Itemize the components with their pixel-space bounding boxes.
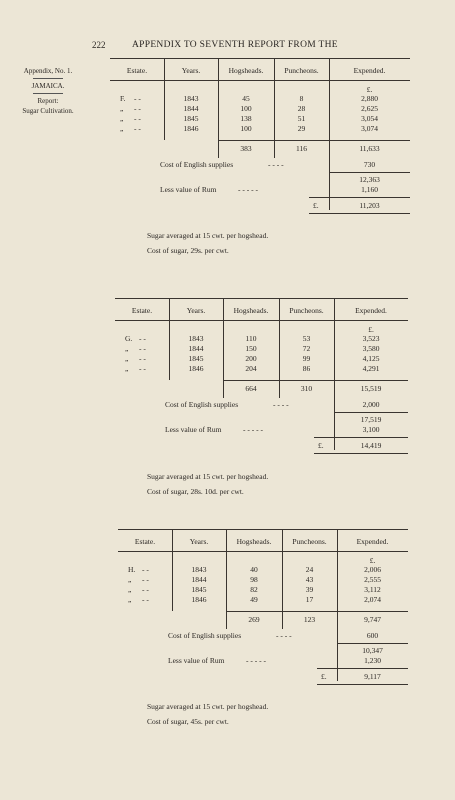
column-header: Expended. <box>356 537 389 546</box>
english-supplies-label: Cost of English supplies <box>165 400 239 409</box>
column-header: Puncheons. <box>289 306 324 315</box>
puncheons-cell: 17 <box>305 595 314 604</box>
english-supplies-label: Cost of English supplies <box>168 631 242 640</box>
expended-cell: 2,074 <box>364 595 381 604</box>
totals-rule <box>218 140 410 141</box>
puncheons-cell: 29 <box>297 124 306 133</box>
ditto-dash: - - <box>134 94 141 103</box>
subtotal-rule <box>334 412 408 413</box>
year-cell: 1844 <box>183 104 199 113</box>
net-value: 11,203 <box>359 201 380 210</box>
puncheons-cell: 28 <box>297 104 306 113</box>
hogsheads-cell: 200 <box>245 354 257 363</box>
less-rum-label: Less value of Rum <box>160 185 217 194</box>
table-top-rule <box>115 298 408 299</box>
hogsheads-cell: 138 <box>240 114 252 123</box>
year-cell: 1845 <box>191 585 207 594</box>
header-rule <box>110 80 410 81</box>
note-average: Sugar averaged at 15 cwt. per hogshead. <box>147 472 269 481</box>
currency-unit: £. <box>366 85 373 94</box>
hogsheads-cell: 45 <box>242 94 250 103</box>
page-number: 222 <box>92 40 106 50</box>
sum-symbol: £. <box>318 441 324 450</box>
year-cell: 1845 <box>188 354 204 363</box>
expended-cell: 2,625 <box>361 104 378 113</box>
expended-cell: 2,555 <box>364 575 381 584</box>
total-puncheons: 123 <box>303 615 316 624</box>
year-cell: 1846 <box>188 364 204 373</box>
estate-cell: „ <box>128 585 132 594</box>
estate-cell: „ <box>125 354 129 363</box>
hogsheads-cell: 98 <box>250 575 258 584</box>
note-cost: Cost of sugar, 29s. per cwt. <box>147 246 229 255</box>
estate-cell: G. <box>125 334 133 343</box>
puncheons-cell: 86 <box>302 364 311 373</box>
subtotal-rule <box>329 172 410 173</box>
column-header: Hogsheads. <box>228 66 264 75</box>
subtotal-value: 10,347 <box>362 646 383 655</box>
column-header: Hogsheads. <box>236 537 272 546</box>
column-header: Years. <box>189 537 209 546</box>
header-rule <box>115 320 408 321</box>
total-hogsheads: 383 <box>240 144 252 153</box>
expended-cell: 2,880 <box>361 94 378 103</box>
hogsheads-cell: 204 <box>245 364 257 373</box>
less-rum-label: Less value of Rum <box>168 656 225 665</box>
estate-table-h <box>118 529 408 699</box>
puncheons-cell: 24 <box>305 565 314 574</box>
ditto-dash: - - <box>142 575 149 584</box>
english-supplies-value: 600 <box>366 631 379 640</box>
ditto-dash: - - <box>134 124 141 133</box>
column-header: Estate. <box>134 537 156 546</box>
puncheons-cell: 43 <box>305 575 314 584</box>
estate-table-f <box>110 58 410 228</box>
puncheons-cell: 39 <box>305 585 314 594</box>
less-rum-label: Less value of Rum <box>165 425 222 434</box>
subtotal-rule <box>337 643 408 644</box>
estate-cell: „ <box>120 124 124 133</box>
column-header: Estate. <box>126 66 148 75</box>
english-supplies-label: Cost of English supplies <box>160 160 234 169</box>
hogsheads-cell: 82 <box>250 585 258 594</box>
column-header: Years. <box>181 66 201 75</box>
year-cell: 1846 <box>183 124 199 133</box>
ditto-dash: - - <box>142 585 149 594</box>
margin-rule <box>33 93 63 94</box>
estate-cell: H. <box>128 565 136 574</box>
leader-dashes: - - - - <box>273 400 289 409</box>
margin-note <box>8 66 88 116</box>
estate-cell: F. <box>120 94 126 103</box>
year-cell: 1843 <box>188 334 204 343</box>
expended-cell: 4,291 <box>362 364 380 373</box>
rum-value: 1,160 <box>361 185 378 194</box>
expended-cell: 3,074 <box>361 124 378 133</box>
note-average: Sugar averaged at 15 cwt. per hogshead. <box>147 702 269 711</box>
total-expended: 15,519 <box>360 384 382 393</box>
total-expended: 11,633 <box>359 144 380 153</box>
expended-cell: 3,054 <box>361 114 378 123</box>
ditto-dash: - - <box>139 364 146 373</box>
rum-value: 3,100 <box>362 425 380 434</box>
table-top-rule <box>110 58 410 59</box>
column-header: Estate. <box>131 306 153 315</box>
total-puncheons: 310 <box>300 384 313 393</box>
appendix-label: Appendix, No. 1. <box>23 67 73 75</box>
hogsheads-cell: 40 <box>250 565 258 574</box>
puncheons-cell: 99 <box>302 354 311 363</box>
leader-dashes: - - - - <box>276 631 292 640</box>
estate-table-g <box>115 298 408 468</box>
leader-dashes: - - - - - <box>246 656 266 665</box>
report-label: Report: <box>37 97 59 105</box>
leader-dashes: - - - - - <box>238 185 258 194</box>
expended-cell: 2,006 <box>364 565 381 574</box>
estate-cell: „ <box>128 575 132 584</box>
expended-cell: 3,523 <box>362 334 380 343</box>
year-cell: 1843 <box>191 565 207 574</box>
currency-unit: £. <box>369 556 376 565</box>
sum-symbol: £. <box>321 672 327 681</box>
totals-rule <box>226 611 408 612</box>
column-header: Expended. <box>355 306 387 315</box>
estate-cell: „ <box>120 104 124 113</box>
column-header: Expended. <box>353 66 386 75</box>
estate-cell: „ <box>125 344 129 353</box>
puncheons-cell: 53 <box>302 334 311 343</box>
estate-cell: „ <box>120 114 124 123</box>
total-puncheons: 116 <box>296 144 307 153</box>
expended-cell: 3,580 <box>362 344 380 353</box>
ditto-dash: - - <box>139 334 146 343</box>
leader-dashes: - - - - <box>268 160 284 169</box>
net-bottom-rule <box>317 684 408 685</box>
net-value: 14,419 <box>360 441 382 450</box>
hogsheads-cell: 100 <box>240 104 252 113</box>
total-hogsheads: 269 <box>248 615 260 624</box>
puncheons-cell: 72 <box>302 344 311 353</box>
ditto-dash: - - <box>142 565 149 574</box>
leader-dashes: - - - - - <box>243 425 263 434</box>
hogsheads-cell: 110 <box>245 334 257 343</box>
english-supplies-value: 2,000 <box>362 400 380 409</box>
note-cost: Cost of sugar, 28s. 10d. per cwt. <box>147 487 244 496</box>
expended-cell: 3,112 <box>364 585 381 594</box>
year-cell: 1844 <box>191 575 207 584</box>
subject-label: Sugar Cultivation. <box>22 107 74 115</box>
net-bottom-rule <box>309 213 410 214</box>
subtotal-value: 12,363 <box>359 175 380 184</box>
hogsheads-cell: 150 <box>245 344 257 353</box>
net-rule <box>317 668 408 669</box>
sum-symbol: £. <box>313 201 319 210</box>
total-hogsheads: 664 <box>245 384 257 393</box>
hogsheads-cell: 49 <box>250 595 258 604</box>
currency-unit: £. <box>368 325 374 334</box>
expended-cell: 4,125 <box>362 354 380 363</box>
ditto-dash: - - <box>134 114 141 123</box>
english-supplies-value: 730 <box>363 160 376 169</box>
net-bottom-rule <box>314 453 408 454</box>
year-cell: 1844 <box>188 344 204 353</box>
running-title: APPENDIX TO SEVENTH REPORT FROM THE <box>132 40 338 50</box>
column-header: Puncheons. <box>292 537 327 546</box>
hogsheads-cell: 100 <box>240 124 252 133</box>
column-header: Years. <box>186 306 206 315</box>
year-cell: 1846 <box>191 595 207 604</box>
net-rule <box>314 437 408 438</box>
ditto-dash: - - <box>139 344 146 353</box>
colony-label: JAMAICA. <box>31 82 65 90</box>
table-top-rule <box>118 529 408 530</box>
estate-cell: „ <box>125 364 129 373</box>
totals-rule <box>223 380 408 381</box>
subtotal-value: 17,519 <box>360 415 382 424</box>
net-rule <box>309 197 410 198</box>
net-value: 9,117 <box>364 672 381 681</box>
ditto-dash: - - <box>142 595 149 604</box>
column-header: Puncheons. <box>284 66 319 75</box>
header-rule <box>118 551 408 552</box>
puncheons-cell: 51 <box>297 114 306 123</box>
year-cell: 1843 <box>183 94 199 103</box>
note-cost: Cost of sugar, 45s. per cwt. <box>147 717 229 726</box>
puncheons-cell: 8 <box>299 94 304 103</box>
page-header <box>92 40 442 54</box>
ditto-dash: - - <box>134 104 141 113</box>
year-cell: 1845 <box>183 114 199 123</box>
ditto-dash: - - <box>139 354 146 363</box>
note-average: Sugar averaged at 15 cwt. per hogshead. <box>147 231 269 240</box>
margin-rule <box>33 78 63 79</box>
column-header: Hogsheads. <box>233 306 269 315</box>
estate-cell: „ <box>128 595 132 604</box>
total-expended: 9,747 <box>364 615 381 624</box>
rum-value: 1,230 <box>364 656 381 665</box>
